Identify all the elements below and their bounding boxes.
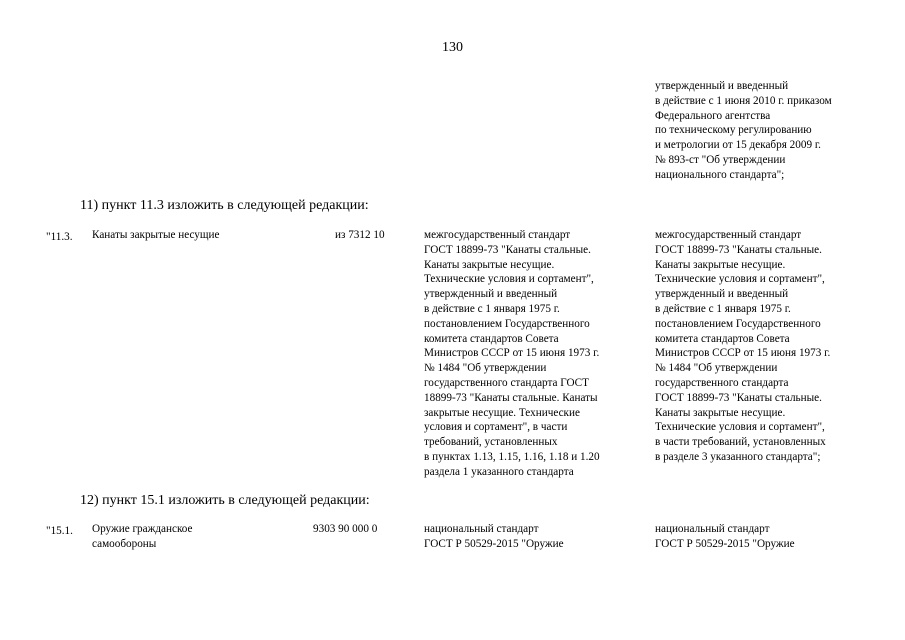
item-11-number: "11.3. [46,231,73,243]
item-12-standard-new: национальный стандарт ГОСТ Р 50529-2015 "Оружие [655,523,795,550]
item-11-product-name: Канаты закрытые несущие [92,229,220,241]
item-11-code: из 7312 10 [335,229,385,241]
item-11-standard-current: межгосударственный стандарт ГОСТ 18899-73 "Канаты стальные. Канаты закрытые несущие. Технические условия и сортамент", утвержденный и введенный в действие с 1 января 1975 г. постановлением Государственного комитета стандартов Совета Министров СССР от 15 июня 1973 г. № 1484 "Об утверждении государственного стандарта ГОСТ 18899-73 "Канаты стальные. Канаты закрытые несущие. Технические условия и сортамент", в части требований, установленных в пунктах 1.13, 1.15, 1.16, 1.18 и 1.20 раздела 1 указанного стандарта [424,229,600,478]
item-12-number: "15.1. [46,525,73,537]
item-12-standard-current: национальный стандарт ГОСТ Р 50529-2015 "Оружие [424,523,564,550]
item-11-heading: 11) пункт 11.3 изложить в следующей редакции: [80,198,369,213]
item-12-heading: 12) пункт 15.1 изложить в следующей редакции: [80,493,370,508]
page-number: 130 [442,40,463,55]
item-12-product-name: Оружие гражданское самообороны [92,523,193,550]
previous-item-continuation: утвержденный и введенный в действие с 1 июня 2010 г. приказом Федерального агентства по техническому регулированию и метрологии от 15 декабря 2009 г. № 893-ст "Об утверждении национального стандарта"; [655,80,832,181]
item-12-code: 9303 90 000 0 [313,523,378,535]
item-11-standard-new: межгосударственный стандарт ГОСТ 18899-73 "Канаты стальные. Канаты закрытые несущие. Технические условия и сортамент", утвержденный и введенный в действие с 1 января 1975 г. постановлением Государственного комитета стандартов Совета Министров СССР от 15 июня 1973 г. № 1484 "Об утверждении государственного стандарта ГОСТ 18899-73 "Канаты стальные. Канаты закрытые несущие. Технические условия и сортамент", в части требований, установленных в разделе 3 указанного стандарта"; [655,229,831,463]
